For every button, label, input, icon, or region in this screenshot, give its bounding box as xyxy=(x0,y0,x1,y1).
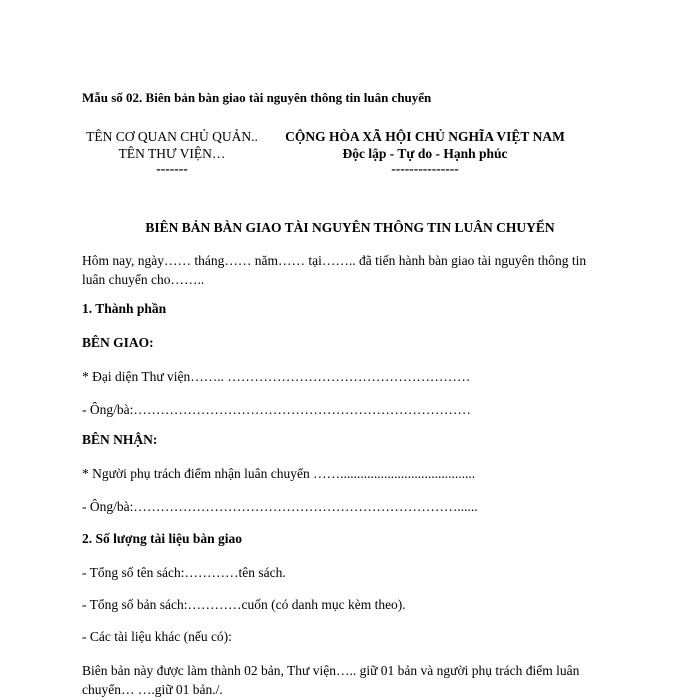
nation-header xyxy=(270,128,580,176)
document-title: BIÊN BẢN BÀN GIAO TÀI NGUYÊN THÔNG TIN LUÂN CHUYỂN xyxy=(145,220,555,235)
total-copies-line: - Tổng số bản sách:…………cuốn (có danh mục kèm theo). xyxy=(82,597,406,612)
nation-motto: Độc lập - Tự do - Hạnh phúc xyxy=(342,146,508,161)
form-title: Mẫu số 02. Biên bản bàn giao tài nguyên thông tin luân chuyển xyxy=(82,90,432,105)
section-2-heading: 2. Số lượng tài liệu bàn giao xyxy=(82,531,242,546)
ben-giao-label: BÊN GIAO: xyxy=(82,335,154,350)
ben-nhan-representative: * Người phụ trách điểm nhận luân chuyển ……........................................ xyxy=(82,466,476,481)
agency-line-1: TÊN CƠ QUAN CHỦ QUẢN.. xyxy=(86,129,258,144)
section-1-heading: 1. Thành phần xyxy=(82,301,167,316)
ben-nhan-person: - Ông/bà:………………………………………………………………...... xyxy=(82,499,478,514)
intro-paragraph: Hôm nay, ngày…… tháng…… năm…… tại…….. đã tiến hành bàn giao tài nguyên thông tin luân chuyển cho…….. xyxy=(82,253,587,287)
total-titles-line: - Tổng số tên sách:…………tên sách. xyxy=(82,565,286,580)
agency-line-2: TÊN THƯ VIỆN… xyxy=(118,146,226,161)
other-documents-line: - Các tài liệu khác (nếu có): xyxy=(82,629,232,644)
ben-giao-representative: * Đại diện Thư viện…….. ……………………………………………… xyxy=(82,369,471,384)
agency-header xyxy=(62,128,282,176)
ben-giao-person: - Ông/bà:………………………………………………………………… xyxy=(82,402,471,417)
nation-name: CỘNG HÒA XÃ HỘI CHỦ NGHĨA VIỆT NAM xyxy=(285,129,565,144)
ben-nhan-label: BÊN NHẬN: xyxy=(82,432,158,447)
agency-divider: ------- xyxy=(156,161,188,176)
closing-paragraph: Biên bản này được làm thành 02 bản, Thư viện….. giữ 01 bản và người phụ trách điểm luân chuyển… ….giữ 01 bản./. xyxy=(82,663,580,697)
nation-divider: --------------- xyxy=(391,161,459,176)
